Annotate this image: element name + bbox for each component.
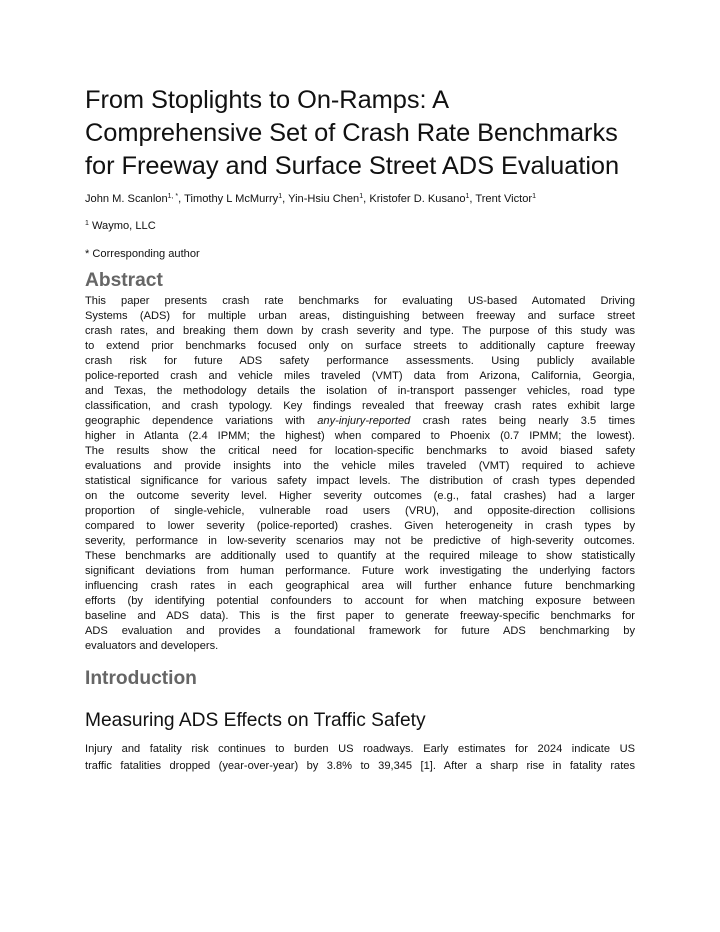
abstract-line: evaluators and developers.: [85, 640, 219, 652]
abstract-line: classification, and crash typology. Key findings revealed that freeway crash rates exhibit large: [85, 400, 635, 412]
author-name: John M. Scanlon: [85, 193, 168, 205]
abstract-line: ADS evaluation and provides a foundational framework for future ADS benchmarking by: [85, 625, 635, 637]
author-affiliation-mark: 1, *: [167, 193, 179, 200]
title-line: for Freeway and Surface Street ADS Evaluation: [85, 152, 620, 180]
abstract-line: The results show the critical need for location-specific benchmarks to avoid biased safety: [85, 445, 635, 457]
abstract-line: baseline and ADS data). This is the first paper to generate freeway-specific benchmarks for: [85, 610, 635, 622]
title-line: From Stoplights to On-Ramps: A: [85, 86, 449, 114]
abstract-line: These benchmarks are additionally used to quantify at the required mileage to show statistically: [85, 550, 635, 562]
body-line: Injury and fatality risk continues to burden US roadways. Early estimates for 2024 indicate US: [85, 743, 635, 755]
abstract-line: [85, 414, 635, 429]
introduction-heading: Introduction: [85, 668, 197, 689]
abstract-line: proportion of single-vehicle, vulnerable road users (VRU), and opposite-direction collisions: [85, 505, 635, 517]
author-name: Kristofer D. Kusano: [369, 193, 466, 205]
abstract-line: influencing crash rates in each geographical area will further enhance future benchmarking: [85, 580, 635, 592]
author-name: Timothy L McMurry: [184, 193, 279, 205]
abstract-line: evaluations and provide insights into the vehicle miles traveled (VMT) required to achieve: [85, 460, 635, 472]
paper-title: [85, 84, 635, 183]
author-affiliation-mark: 1: [359, 193, 364, 200]
author-name: Yin-Hsiu Chen: [288, 193, 360, 205]
abstract-line: This paper presents crash rate benchmarks for evaluating US-based Automated Driving: [85, 295, 635, 307]
abstract-line: efforts (by identifying potential confounders to account for when matching exposure between: [85, 595, 635, 607]
abstract-line: significant deviations from human performance. Future work investigating the underlying factors: [85, 565, 635, 577]
abstract-line: crash risk for future ADS safety performance assessments. Using publicly available: [85, 355, 635, 367]
introduction-body: [85, 741, 635, 775]
abstract-emphasis: any-injury-reported: [317, 415, 411, 427]
author-list: John M. Scanlon$^{1, *}$, Timothy L McMurry$^1$, Yin-Hsiu Chen$^1$, Kristofer D. Kusano$^1$, Trent Victor$^1$: [85, 193, 537, 205]
body-line: traffic fatalities dropped (year-over-year) by 3.8% to 39,345 [1]. After a sharp rise in fatality rates: [85, 760, 635, 772]
corresponding-author-note: * Corresponding author: [85, 248, 200, 260]
abstract-line: higher in Atlanta (2.4 IPMM; the highest) when compared to Phoenix (0.7 IPMM; the lowest).: [85, 430, 635, 442]
affiliation-name: Waymo, LLC: [92, 220, 156, 232]
affiliation-mark: 1: [85, 220, 89, 227]
author-affiliation-mark: 1: [278, 193, 283, 200]
abstract-line: severity, performance in low-severity scenarios may not be predictive of high-severity outcomes.: [85, 535, 635, 547]
abstract-line: and Texas, the methodology details the isolation of in-transport passenger vehicles, road type: [85, 385, 635, 397]
author-affiliation-mark: 1: [532, 193, 537, 200]
paper-page: [85, 84, 635, 775]
author-name: Trent Victor: [475, 193, 533, 205]
abstract-line: to extend prior benchmarks focused only on surface streets to additionally capture freeway: [85, 340, 635, 352]
abstract-line: police-reported crash and vehicle miles traveled (VMT) data from Arizona, California, Georgia,: [85, 370, 635, 382]
abstract-line: statistical significance for various safety impact levels. The distribution of crash types depended: [85, 475, 635, 487]
section-subheading: Measuring ADS Effects on Traffic Safety: [85, 710, 426, 731]
abstract-text: crash rates being nearly 3.5 times: [410, 415, 635, 427]
abstract-line: Systems (ADS) for multiple urban areas, distinguishing between freeway and surface street: [85, 310, 635, 322]
abstract-heading: Abstract: [85, 270, 163, 291]
abstract-line: compared to lower severity (police-reported) crashes. Given heterogeneity in crash types by: [85, 520, 635, 532]
abstract-line: crash rates, and breaking them down by crash severity and type. The purpose of this study was: [85, 325, 635, 337]
abstract-body: [85, 294, 635, 654]
affiliation: [85, 219, 635, 233]
author-affiliation-mark: 1: [465, 193, 470, 200]
title-line: Comprehensive Set of Crash Rate Benchmarks: [85, 119, 618, 147]
abstract-text: geographic dependence variations with: [85, 415, 318, 427]
abstract-line: on the outcome severity level. Higher severity outcomes (e.g., fatal crashes) had a larger: [85, 490, 635, 502]
